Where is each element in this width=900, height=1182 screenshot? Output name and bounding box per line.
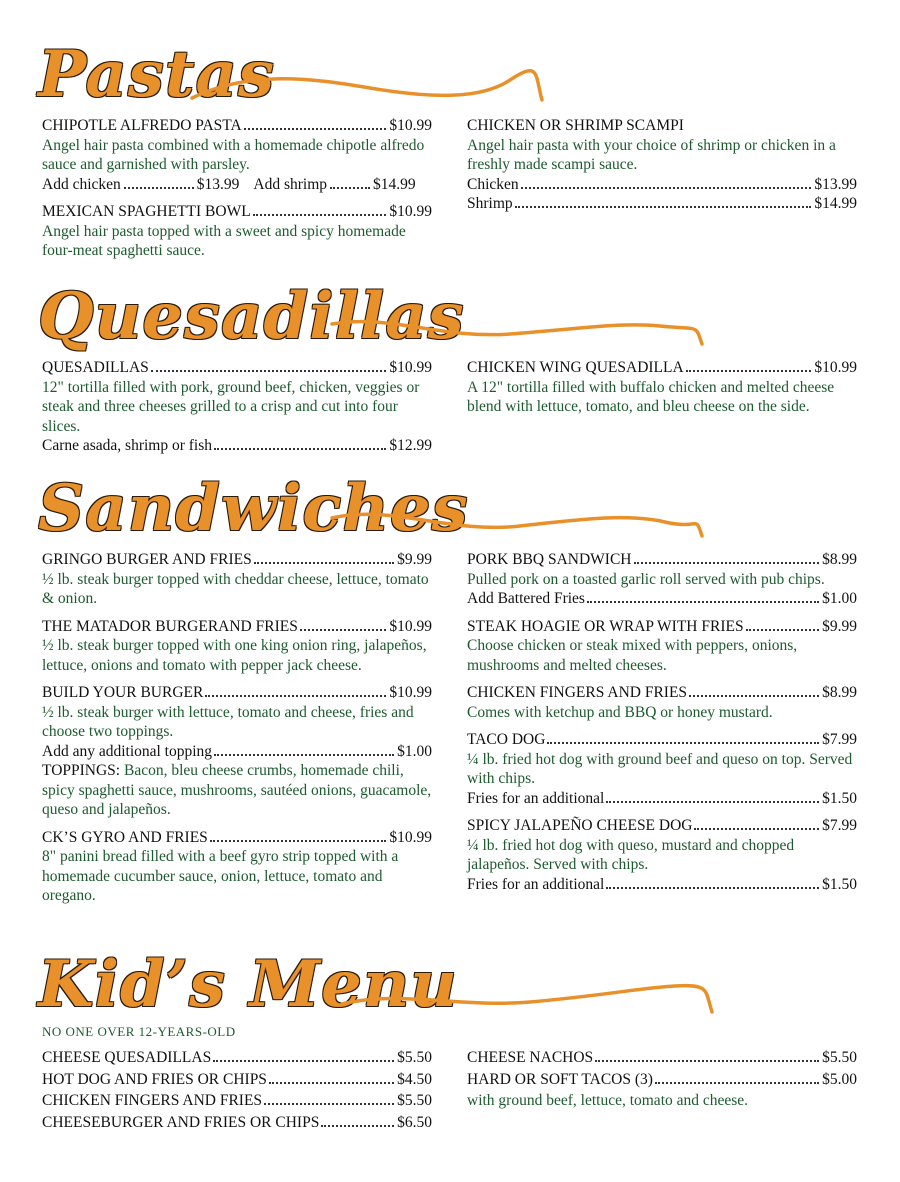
- item-line: [467, 816, 857, 836]
- menu-item: [467, 683, 857, 722]
- kids-section: [0, 947, 900, 1131]
- item-description: Choose chicken or steak mixed with peppers, onions, mushrooms and melted cheeses.: [467, 637, 798, 674]
- item-description: Angel hair pasta topped with a sweet and spicy homemade four-meat spaghetti sauce.: [42, 222, 406, 259]
- option-label: Carne asada, shrimp or fish: [42, 437, 213, 454]
- kids-item: [42, 1048, 432, 1068]
- item-price: $8.99: [822, 684, 857, 701]
- item-name: HOT DOG AND FRIES OR CHIPS: [42, 1070, 267, 1088]
- menu-item: [42, 828, 432, 906]
- option-label: Shrimp: [467, 195, 513, 212]
- leader-dots: [655, 1082, 819, 1084]
- item-price: $10.99: [814, 359, 857, 376]
- quesadillas-heading: Quesadillas: [38, 279, 465, 354]
- option-price: $1.50: [822, 789, 857, 807]
- pastas-heading-wrap: [0, 37, 900, 112]
- item-price: $10.99: [389, 117, 432, 134]
- addon-part: [42, 175, 239, 195]
- item-price: $10.99: [389, 828, 432, 846]
- item-description: with ground beef, lettuce, tomato and cheese.: [467, 1092, 749, 1109]
- addon-price: $13.99: [196, 175, 240, 193]
- option-line: [42, 436, 432, 456]
- menu-item: [42, 683, 432, 820]
- option-label: Chicken: [467, 175, 519, 193]
- kids-item: [42, 1113, 432, 1133]
- leader-dots: [330, 187, 370, 189]
- item-name: CHICKEN FINGERS AND FRIES: [467, 684, 688, 701]
- leader-dots: [269, 1082, 394, 1084]
- kids-heading-wrap: [0, 947, 900, 1022]
- item-price: $5.00: [822, 1070, 857, 1088]
- swoosh-decoration: [340, 968, 720, 1018]
- item-description: ¼ lb. fried hot dog with queso, mustard and chopped jalapeños. Served with chips.: [467, 836, 795, 873]
- menu-item: [42, 202, 432, 261]
- menu-item: [467, 116, 857, 214]
- item-name: SPICY JALAPEÑO CHEESE DOG: [467, 817, 693, 834]
- kids-item: [467, 1048, 857, 1068]
- item-description: Comes with ketchup and BBQ or honey mustard.: [467, 703, 773, 721]
- item-name: QUESADILLAS: [42, 359, 149, 376]
- menu-item: [42, 550, 432, 609]
- item-price: $7.99: [822, 731, 857, 748]
- leader-dots: [210, 840, 387, 842]
- item-name: PORK BBQ SANDWICH: [467, 551, 632, 568]
- item-price: $4.50: [397, 1070, 432, 1088]
- item-name: CHICKEN WING QUESADILLA: [467, 359, 684, 376]
- leader-dots: [244, 128, 387, 130]
- menu-item: [467, 816, 857, 894]
- leader-dots: [686, 370, 812, 372]
- item-name: GRINGO BURGER AND FRIES: [42, 551, 252, 568]
- item-price: $10.99: [389, 203, 432, 220]
- item-price: $5.50: [397, 1049, 432, 1066]
- leader-dots: [515, 206, 812, 208]
- quesadillas-left-column: [42, 358, 432, 464]
- item-name: CHEESE NACHOS: [467, 1049, 594, 1066]
- item-description: ½ lb. steak burger topped with one king onion ring, jalapeños, lettuce, onions and tomato with pepper jack cheese.: [42, 637, 427, 674]
- addon-row: [42, 175, 432, 195]
- item-price: $8.99: [822, 551, 857, 568]
- menu-item: [42, 358, 432, 456]
- leader-dots: [300, 629, 387, 631]
- leader-dots: [253, 214, 387, 216]
- menu-item: [42, 617, 432, 676]
- leader-dots: [595, 1060, 819, 1062]
- leader-dots: [689, 695, 819, 697]
- menu-item: [467, 358, 857, 417]
- item-description: Angel hair pasta combined with a homemade chipotle alfredo sauce and garnished with parsley.: [42, 136, 425, 173]
- item-name: BUILD YOUR BURGER: [42, 684, 204, 701]
- item-price: $6.50: [397, 1113, 432, 1131]
- kids-item: [42, 1070, 432, 1090]
- menu-item: [42, 116, 432, 194]
- item-name: THE MATADOR BURGERAND FRIES: [42, 617, 298, 635]
- item-name: CK’S GYRO AND FRIES: [42, 828, 208, 846]
- item-name: MEXICAN SPAGHETTI BOWL: [42, 203, 251, 220]
- sandwiches-section: [0, 471, 900, 904]
- item-description: ½ lb. steak burger topped with cheddar cheese, lettuce, tomato & onion.: [42, 570, 429, 607]
- item-line: [467, 550, 857, 570]
- addon-label: Add chicken: [42, 175, 121, 193]
- option-price: $14.99: [814, 195, 857, 212]
- quesadillas-section: [0, 279, 900, 454]
- item-name: TACO DOG: [467, 731, 546, 748]
- pastas-section: [0, 37, 900, 259]
- toppings-text: [42, 761, 432, 820]
- kids-item: [467, 1070, 857, 1090]
- item-line: [42, 358, 432, 378]
- kids-age-note: NO ONE OVER 12-YEARS-OLD: [42, 1024, 236, 1039]
- option-label: Fries for an additional: [467, 789, 605, 807]
- option-price: $13.99: [814, 175, 857, 193]
- item-line: [467, 730, 857, 750]
- kids-item: [42, 1091, 432, 1111]
- item-name: CHIPOTLE ALFREDO PASTA: [42, 117, 242, 134]
- quesadillas-right-column: [467, 358, 857, 425]
- item-name: HARD OR SOFT TACOS (3): [467, 1070, 653, 1088]
- kids-heading: Kid’s Menu: [38, 947, 458, 1022]
- swoosh-decoration: [190, 60, 550, 110]
- item-line: [42, 617, 432, 637]
- option-price: $1.50: [822, 875, 857, 893]
- pastas-right-column: [467, 116, 857, 222]
- kids-left-column: [42, 1048, 432, 1134]
- quesadillas-heading-wrap: [0, 279, 900, 354]
- option-line: [467, 589, 857, 609]
- sandwiches-heading-wrap: [0, 471, 900, 546]
- leader-dots: [214, 754, 394, 756]
- leader-dots: [587, 601, 819, 603]
- leader-dots: [634, 562, 820, 564]
- sandwiches-right-column: [467, 550, 857, 902]
- menu-item: [467, 617, 857, 676]
- leader-dots: [124, 187, 194, 189]
- item-line: [467, 358, 857, 378]
- kids-right-column: [467, 1048, 857, 1111]
- pastas-left-column: [42, 116, 432, 269]
- option-label: Add any additional topping: [42, 742, 213, 760]
- option-line: [467, 789, 857, 809]
- addon-label: Add shrimp: [253, 175, 328, 193]
- swoosh-decoration: [330, 304, 710, 354]
- leader-dots: [521, 187, 812, 189]
- leader-dots: [205, 695, 386, 697]
- item-price: $5.50: [822, 1049, 857, 1066]
- option-label: Fries for an additional: [467, 875, 605, 893]
- leader-dots: [547, 742, 819, 744]
- option-line: [42, 742, 432, 762]
- option-line: [467, 175, 857, 195]
- item-price: $5.50: [397, 1092, 432, 1109]
- leader-dots: [746, 629, 820, 631]
- leader-dots: [151, 370, 387, 372]
- sandwiches-heading: Sandwiches: [38, 471, 469, 546]
- option-price: $12.99: [389, 437, 432, 454]
- item-line: [42, 828, 432, 848]
- menu-item: [467, 550, 857, 609]
- item-line: [467, 116, 857, 136]
- item-description: ¼ lb. fried hot dog with ground beef and queso on top. Served with chips.: [467, 750, 853, 787]
- menu-item: [467, 730, 857, 808]
- pastas-heading: Pastas: [38, 37, 275, 112]
- item-price: $7.99: [822, 817, 857, 834]
- option-label: Add Battered Fries: [467, 590, 585, 607]
- item-description: 8" panini bread filled with a beef gyro strip topped with a homemade cucumber sauce, onion, lettuce, tomato and oregano.: [42, 848, 399, 904]
- leader-dots: [694, 828, 819, 830]
- item-description: ½ lb. steak burger with lettuce, tomato and cheese, fries and choose two toppings.: [42, 703, 414, 740]
- item-description: 12" tortilla filled with pork, ground beef, chicken, veggies or steak and three cheeses grilled to a crisp and cut into four slices.: [42, 378, 420, 435]
- leader-dots: [321, 1125, 394, 1127]
- leader-dots: [606, 801, 819, 803]
- option-price: $1.00: [397, 742, 432, 760]
- option-price: $1.00: [822, 590, 857, 607]
- item-price: $10.99: [389, 684, 432, 701]
- option-line: [467, 194, 857, 214]
- toppings-label: TOPPINGS:: [42, 762, 121, 779]
- item-name: CHEESEBURGER AND FRIES OR CHIPS: [42, 1113, 320, 1131]
- item-description: A 12" tortilla filled with buffalo chicken and melted cheese blend with lettuce, tomato, and bleu cheese on the side.: [467, 378, 835, 415]
- item-line: [42, 202, 432, 222]
- leader-dots: [264, 1103, 394, 1105]
- item-line: [467, 683, 857, 703]
- leader-dots: [214, 448, 386, 450]
- item-price: $10.99: [389, 617, 432, 635]
- leader-dots: [254, 562, 394, 564]
- item-price: $9.99: [822, 617, 857, 635]
- item-description: Angel hair pasta with your choice of shrimp or chicken in a freshly made scampi sauce.: [467, 136, 836, 173]
- item-line: [42, 116, 432, 136]
- toppings-list: Bacon, bleu cheese crumbs, homemade chili, spicy spaghetti sauce, mushrooms, sautéed onions, guacamole, queso and jalapeños.: [42, 762, 432, 818]
- item-name: CHICKEN OR SHRIMP SCAMPI: [467, 117, 684, 134]
- item-name: CHEESE QUESADILLAS: [42, 1049, 212, 1066]
- sandwiches-left-column: [42, 550, 432, 914]
- item-name: CHICKEN FINGERS AND FRIES: [42, 1092, 263, 1109]
- swoosh-decoration: [330, 494, 710, 544]
- option-line: [467, 875, 857, 895]
- leader-dots: [606, 887, 819, 889]
- item-name: STEAK HOAGIE OR WRAP WITH FRIES: [467, 617, 744, 635]
- item-line: [42, 550, 432, 570]
- leader-dots: [213, 1060, 394, 1062]
- item-price: $10.99: [389, 359, 432, 376]
- item-price: $9.99: [397, 551, 432, 568]
- item-description: Pulled pork on a toasted garlic roll served with pub chips.: [467, 570, 825, 588]
- addon-part: [253, 175, 415, 195]
- item-line: [467, 617, 857, 637]
- addon-price: $14.99: [373, 175, 416, 193]
- item-line: [42, 683, 432, 703]
